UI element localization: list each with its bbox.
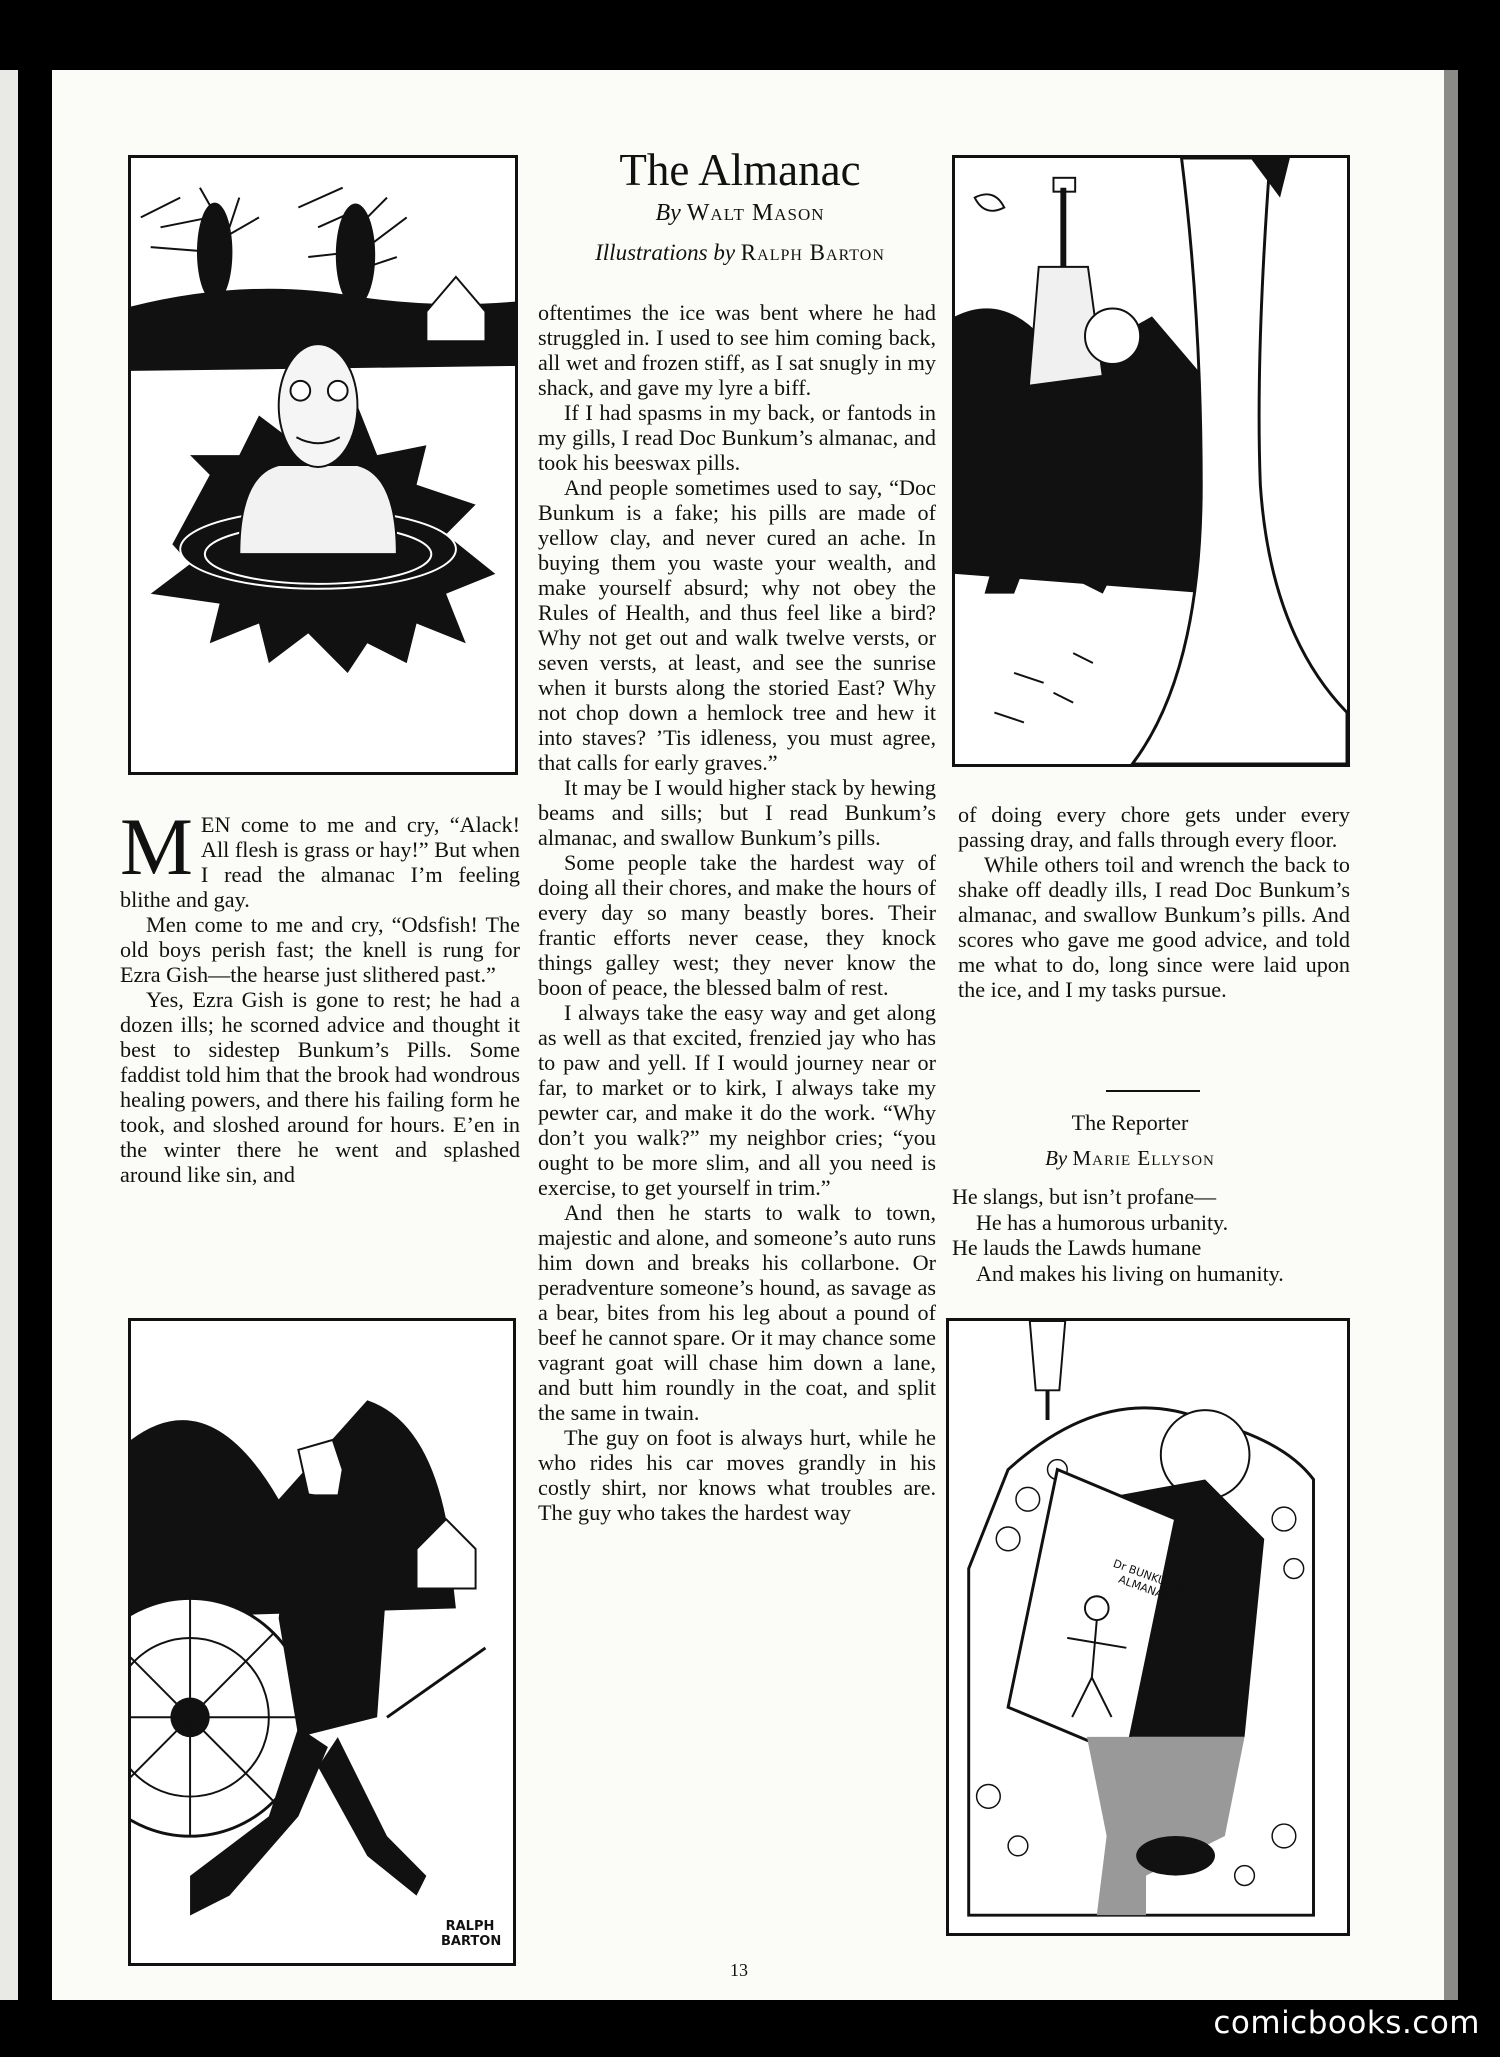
poem-line: He lauds the Lawds humane	[952, 1235, 1202, 1260]
poem-line: He has a humorous urbanity.	[976, 1209, 1229, 1235]
paragraph: While others toil and wrench the back to shake off deadly ills, I read Doc Bunkum’s almanac, and swallow Bunkum’s pills. And scores who gave me good advice, and told me what to do, long since were laid upon the ice, and I my tasks pursue.	[958, 852, 1350, 1002]
paragraph: It may be I would higher stack by hewing beams and sills; but I read Bunkum’s almanac, and swallow Bunkum’s pills.	[538, 775, 936, 850]
byline-prefix: By	[655, 200, 681, 226]
paragraph: I always take the easy way and get along as well as that excited, frenzied jay who has to paw and yell. If I would journey near or far, to market or to kirk, I always take my pewter car, and make it do the work. “Why don’t you walk?” my neighbor cries; “you ought to be more slim, and all you need is exercise, to get yourself in trim.”	[538, 1000, 936, 1200]
site-watermark: comicbooks.com	[1213, 2005, 1480, 2041]
paragraph: And people sometimes used to say, “Doc Bunkum is a fake; his pills are made of yellow clay, and never cured an ache. In buying them you waste your wealth, and make yourself absurd; why not obey the Rules of Health, and thus feel like a bird? Why not get out and walk twelve versts, or seven versts, at least, and see the sunrise when it bursts along the storied East? Why not chop down a hemlock tree and hew it into staves? ’Tis idleness, you must agree, that calls for early graves.”	[538, 475, 936, 775]
illustration-man-chopping-tree	[952, 155, 1350, 767]
paragraph: And then he starts to walk to town, majestic and alone, and someone’s auto runs him down and breaks his collarbone. Or peradventure someone’s hound, as savage as a bear, bites from his leg about a pound of beef he cannot spare. Or it may chance some vagrant goat will chase him down a lane, and butt him roundly in the coat, and split the same in twain.	[538, 1200, 936, 1425]
paragraph	[120, 801, 520, 912]
poem-title: The Reporter	[1071, 1110, 1189, 1135]
text-column-1	[120, 801, 520, 1187]
illustrator-credit	[530, 240, 950, 266]
paragraph: If I had spasms in my back, or fantods in my gills, I read Doc Bunkum’s almanac, and took his beeswax pills.	[538, 400, 936, 475]
artist-signature: RALPH BARTON	[441, 1919, 502, 1949]
paragraph: oftentimes the ice was bent where he had struggled in. I used to see him coming back, all wet and frozen stiff, as I sat snugly in my shack, and gave my lyre a biff.	[538, 300, 936, 400]
illustrator-name: Ralph Barton	[740, 240, 885, 265]
paragraph: of doing every chore gets under every passing dray, and falls through every floor.	[958, 802, 1350, 852]
paragraph: Some people take the hardest way of doing all their chores, and make the hours of every day so many beastly bores. Their frantic efforts never cease, they knock things galley west; they never know the boon of peace, the blessed balm of rest.	[538, 850, 936, 1000]
article-byline	[530, 200, 950, 227]
paragraph: The guy on foot is always hurt, while he who rides his car moves grandly in his costly shirt, nor knows what troubles are. The guy who takes the hardest way	[538, 1425, 936, 1525]
right-page-edge	[1444, 70, 1458, 2000]
article-title: The Almanac	[619, 145, 861, 195]
text-column-2	[538, 300, 936, 1525]
paragraph: Yes, Ezra Gish is gone to rest; he had a dozen ills; he scorned advice and thought it best to sidestep Bunkum’s Pills. Some faddist told him that the brook had wondrous healing powers, and there his failing form he took, and sloshed around for hours. E’en in the winter there he went and splashed around like sin, and	[120, 987, 520, 1187]
text-column-3	[958, 802, 1350, 1002]
page-number: 13	[730, 1960, 748, 1980]
poem-line: And makes his living on humanity.	[976, 1260, 1284, 1286]
drop-cap: M	[120, 801, 193, 892]
almanac-cover-text: Dr BUNKUM'S ALMANAC	[1111, 1556, 1187, 1604]
poem-line: He slangs, but isn’t profane—	[952, 1184, 1217, 1209]
section-divider	[1106, 1090, 1200, 1092]
illustration-man-reading-almanac	[946, 1318, 1350, 1936]
poem-author: Marie Ellyson	[1072, 1146, 1215, 1170]
illustrator-prefix: Illustrations by	[595, 240, 736, 265]
byline-prefix: By	[1045, 1146, 1068, 1170]
left-page-edge	[0, 70, 18, 2000]
paragraph: Men come to me and cry, “Odsfish! The old boys perish fast; the knell is rung for Ezra Gish—the hearse just slithered past.”	[120, 912, 520, 987]
author-name: Walt Mason	[686, 200, 825, 226]
paragraph-text: EN come to me and cry, “Alack! All flesh is grass or hay!” But when I read the almanac I’m feeling blithe and gay.	[120, 812, 520, 912]
poem-body	[952, 1184, 1372, 1286]
illustration-man-in-ice	[128, 155, 518, 775]
illustration-man-walking-car	[128, 1318, 516, 1966]
poem-byline	[960, 1146, 1300, 1171]
